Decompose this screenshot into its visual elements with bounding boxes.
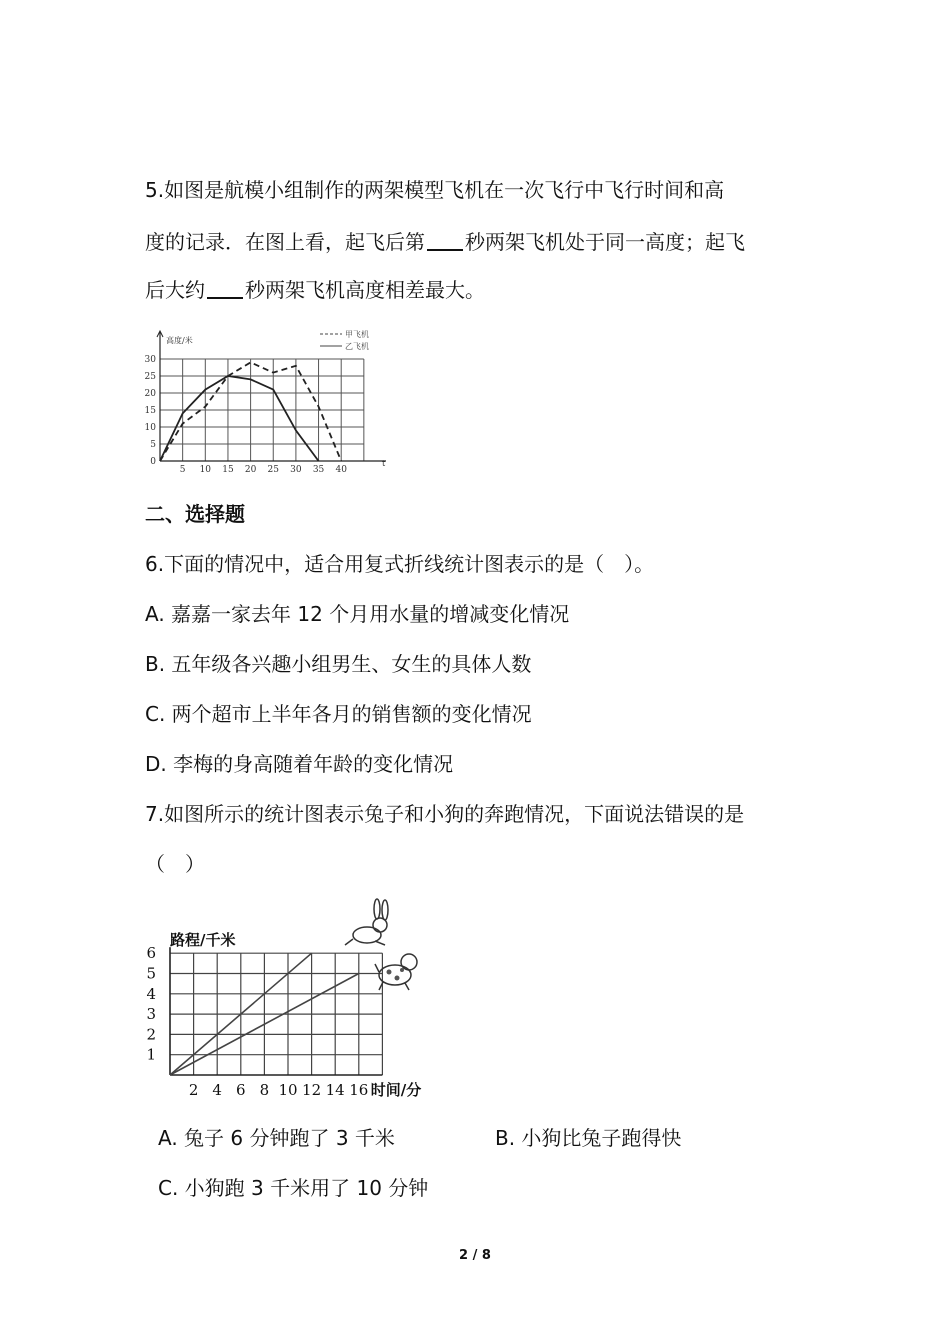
y-tick-label: 30 — [144, 355, 156, 365]
q6-option-d[interactable]: D. 李梅的身高随着年龄的变化情况 — [145, 752, 454, 776]
answer-blank-2[interactable] — [207, 277, 243, 299]
y-tick-label: 6 — [146, 944, 156, 963]
q7-option-a[interactable]: A. 兔子 6 分钟跑了 3 千米 — [158, 1126, 395, 1150]
q6-option-b[interactable]: B. 五年级各兴趣小组男生、女生的具体人数 — [145, 652, 532, 676]
q6-option-c[interactable]: C. 两个超市上半年各月的销售额的变化情况 — [145, 702, 532, 726]
q5-text: 秒两架飞机处于同一高度；起飞 — [465, 230, 745, 254]
y-tick-label: 5 — [150, 440, 156, 450]
x-tick-label: 6 — [236, 1081, 246, 1099]
y-tick-label: 10 — [144, 423, 156, 433]
legend-label: 乙飞机 — [345, 342, 369, 351]
q7-option-b[interactable]: B. 小狗比兔子跑得快 — [495, 1126, 682, 1150]
x-axis-label: 时间/分 — [370, 1081, 422, 1099]
x-tick-label: 8 — [259, 1081, 270, 1099]
q6-option-a[interactable]: A. 嘉嘉一家去年 12 个月用水量的增减变化情况 — [145, 602, 570, 626]
y-tick-label: 1 — [146, 1045, 156, 1064]
plane-height-chart — [142, 328, 392, 476]
x-tick-label: 12 — [302, 1081, 322, 1099]
x-tick-label: 15 — [222, 465, 234, 475]
x-tick-label: 16 — [349, 1081, 369, 1099]
q5-line-1: 5.如图是航模小组制作的两架模型飞机在一次飞行中飞行时间和高 — [145, 178, 725, 202]
rabbit-icon — [345, 899, 388, 945]
dog-icon — [375, 954, 417, 990]
y-tick-label: 25 — [144, 372, 156, 382]
x-tick-label: 20 — [244, 465, 257, 475]
y-tick-label: 15 — [144, 406, 156, 416]
q5-text: 后大约 — [145, 278, 205, 302]
x-tick-label: 30 — [290, 465, 302, 475]
series-line-yi — [160, 376, 319, 461]
x-tick-label: 40 — [335, 465, 347, 475]
q5-text: 度的记录．在图上看，起飞后第 — [145, 230, 425, 254]
q5-line-3 — [145, 276, 485, 304]
running-chart — [140, 890, 490, 1105]
y-tick-label: 3 — [146, 1005, 156, 1024]
q6-stem: 6.下面的情况中，适合用复式折线统计图表示的是（ ）。 — [145, 552, 655, 576]
q5-line-2 — [145, 228, 745, 256]
q7-stem: 7.如图所示的统计图表示兔子和小狗的奔跑情况，下面说法错误的是 — [145, 802, 745, 826]
y-axis-label: 高度/米 — [166, 336, 193, 345]
y-tick-label: 4 — [146, 984, 156, 1003]
x-tick-label: 2 — [188, 1081, 199, 1099]
page-number: 2 / 8 — [459, 1248, 491, 1263]
x-tick-label: 25 — [267, 465, 279, 475]
x-tick-label: 10 — [199, 465, 212, 475]
x-tick-label: 10 — [278, 1081, 298, 1099]
x-tick-label: 35 — [312, 465, 325, 475]
x-tick-label: 4 — [212, 1081, 222, 1099]
y-tick-label: 5 — [146, 964, 156, 983]
x-tick-label: 14 — [325, 1081, 345, 1099]
q7-answer-paren[interactable]: （ ） — [145, 852, 205, 876]
y-tick-label: 2 — [146, 1025, 156, 1044]
y-tick-label: 0 — [150, 457, 156, 467]
y-tick-label: 20 — [144, 389, 156, 399]
section-title: 二、选择题 — [145, 502, 245, 526]
x-tick-label: 5 — [179, 465, 186, 475]
x-axis-label: t — [382, 459, 386, 468]
answer-blank-1[interactable] — [427, 229, 463, 251]
q7-option-c[interactable]: C. 小狗跑 3 千米用了 10 分钟 — [158, 1176, 429, 1200]
q5-text: 秒两架飞机高度相差最大。 — [245, 278, 485, 302]
legend-label: 甲飞机 — [345, 330, 369, 339]
y-axis-label: 路程/千米 — [170, 931, 236, 949]
